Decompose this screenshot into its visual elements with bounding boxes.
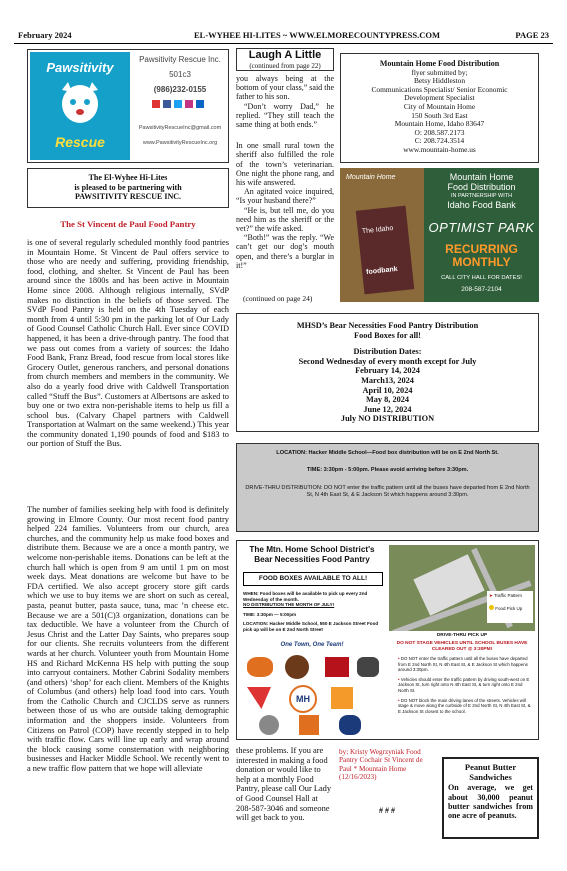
laugh-p1: you always being at the bottom of your class,” said the father to his son. [236, 74, 334, 102]
dog-cat-icon [58, 80, 102, 126]
city-hall-phone: 208-587-2104 [461, 286, 502, 293]
flyer-details [243, 591, 385, 633]
location-line: LOCATION: Hacker Middle School—Food box distribution will be on E 2nd North St. [276, 450, 499, 456]
bear-title-2: Food Boxes for all! [354, 330, 421, 340]
flyer-pickup-title: DRIVE-THRU PICK UP [436, 633, 488, 638]
rescue-email: PawsitivityRescueInc@gmail.com [138, 125, 222, 131]
monthly-text: MONTHLY [452, 255, 511, 269]
flyer-when: WHEN: Food boxes will be available to pick up every 2nd Wednesday of the month. [243, 591, 368, 602]
pawsitivity-logo [30, 52, 130, 160]
w-logo [331, 687, 353, 709]
facebook-icon [163, 100, 171, 108]
article-end-mark: # # # [379, 806, 395, 815]
flyer-location: LOCATION: Hacker Middle School, 550 E Jackson Street Food pick up will be on E 2nd North Street [243, 621, 379, 632]
n-logo [247, 687, 271, 709]
date-3: April 10, 2024 [362, 385, 413, 395]
flyer-motto: One Town, One Team! [280, 642, 344, 648]
mhfd-line-5: City of Mountain Home [403, 101, 476, 111]
mhfd-credit-box [340, 53, 539, 163]
issue-date: February 2024 [18, 30, 72, 40]
flyer-warning: DO NOT STAGE VEHICLES UNTIL SCHOOL BUSES HAVE CLEARED OUT @ 3:30PM! [396, 641, 528, 652]
article-byline: by; Kristy Wegrzyniak Food Pantry Cochair St Vincent de Paul * Mountain Home (12/16/2023) [339, 748, 423, 782]
peanut-butter-box [442, 757, 539, 839]
laugh-content [236, 74, 334, 270]
mhfd-line-3: Communications Specialist/ Senior Economic [371, 84, 508, 94]
bag-text-2: foodbank [365, 265, 398, 277]
article-paragraph-2: The number of families seeking help with food is definitely growing in Elmore County. Our most recent food pantry helped 224 families. Volunteers from our church, area churches, and the community help us make food boxes and distribute them. Because we are a once a month pantry, we welcome non-perishable items. Donations can be left at the church hall which is open from 9 am until 1 pm on most week days. Meat donations are welcome but have to be FDA certified. We also accept grocery store gift cards which we use to buy items we are short on such as cereal, pasta, peanut butter, pasta sauce, tuna, mac ’n cheese etc. Because we are a 501(C)3 organization, donations can be tax deductible. We have a volunteer from the Church of Jesus Christ and the Latter Day Saints, who prepares soup for our clients. She recruits volunteers from the different wards at her church. Volunteer youth from Mountain Home HS and Richard McKenna HS help with putting the soup into carryout containers. Mother Cabrini Sodality members (and others) ‘shop’ for each client. Members of the Knights of Columbus (and others) help load food into cars. Youth from the Catholic Church and CJCLDS serve as runners between those of us who are outside taking demographic information and the shoppers inside. Volunteers from Citizens on Patrol (COP) have recently stepped in to help with traffic flow. Cars will line up early and wrap around the block causing some consternation with neighboring businesses and Hacker Middle School. We recently went to a new traffic flow pattern that we hope will alleviate [27, 505, 229, 774]
laugh-p3: In one small rural town the sheriff also fulfilled the role of the town’s veterinarian. One night the phone rang, and his wife answered. [236, 141, 334, 188]
article-paragraph-1: is one of several regularly scheduled monthly food pantries in Mountain Home. St Vincent de Paul offers service to those who are needy and suffering, providing friendship, food, clothing, and shelter. St Vincent de Paul has been around since the 1800s and has been active in Mountain Home since 2008. Although religious internally, SVdP makes no distinction in the beliefs of those served. The SVdP Food Pantry is held on the 4th Tuesday of each month from 4 until 5:30 pm in the parking lot of Our Lady of Good Counsel Catholic Church Hall. Ever since COVID happened, it has been a drive-through pantry. The food that we pass out comes from a variety of sources: the Idaho Food Bank, Franz Bread, food rescue from local stores like Grocery Outlet, generous ranchers, and personal donations from church members and members in the community. We also do a yearly food drive with Caldwell Transportation called “Stuff the Bus”. Customers at Albertsons are asked to buy one or two extra non-perishable items to help us fill a school bus. (Calvary Chapel partners with Caldwell Transportation at Walmart on the same weekend.) This year the community donated 1,190 pounds of food and $183 to our portion of Stuff the Bus. [27, 238, 229, 449]
drive-thru-line: DRIVE-THRU DISTRIBUTION: DO NOT enter the traffic pattern until all the buses have departed from E 2nd North St, N 4th East St, & E Jackson St which happens around 3:30pm. [245, 484, 530, 499]
tiger-logo [247, 657, 273, 677]
date-6: July NO DISTRIBUTION [340, 414, 435, 424]
bag-text-1: The Idaho [361, 225, 394, 236]
wolf-logo [259, 715, 279, 735]
flyer-bullet-3: • DO NOT block the main driving lanes of the streets. Vehicles will stage & move along the curbside of E 2nd North St, N 4th East St, & E Jackson St closest to the school. [398, 697, 531, 714]
partner-line-1: The El-Wyhee Hi-Lites [88, 173, 168, 182]
laugh-title: Laugh A Little [248, 49, 322, 61]
partner-line-2: is pleased to be partnering with [74, 182, 182, 192]
logo-bottom-text: Rescue [55, 134, 105, 150]
laugh-p5: “He is, but tell me, do you need him as the sheriff or the vet?” the wife asked. [236, 205, 334, 234]
legend-traffic: Traffic Pattern [493, 593, 522, 598]
pb-title-1: Peanut Butter [464, 762, 517, 772]
flyer-title [237, 545, 387, 564]
flyer-time: TIME: 3:30pm — 5:00pm [243, 611, 297, 617]
recurring-text: RECURRING [445, 242, 518, 256]
laugh-header [236, 48, 334, 71]
youtube-icon [152, 100, 160, 108]
linkedin-icon [196, 100, 204, 108]
optimist-park-title: OPTIMIST PARK [428, 220, 535, 235]
flyer-title-2: Bear Necessities Food Pantry [254, 554, 370, 564]
bear-dates-box [236, 313, 539, 432]
bear-logo [285, 655, 309, 679]
bag-shape [356, 206, 415, 295]
mhfd-line-1: flyer submitted by; [411, 67, 468, 77]
location-box [236, 443, 539, 532]
page-number: PAGE 23 [515, 30, 549, 40]
mhfd-line-10: www.mountain-home.us [403, 144, 476, 154]
city-brand: Mountain Home [346, 174, 396, 181]
rescue-name: Pawsitivity Rescue Inc. [139, 55, 221, 64]
mhfd-title: Mountain Home Food Distribution [379, 59, 500, 68]
rescue-phone: (986)232-0155 [153, 85, 207, 94]
logo-top-text: Pawsitivity [46, 60, 114, 75]
mh-logo: MH [289, 685, 317, 713]
publication-line: EL-WYHEE HI-LITES ~ WWW.ELMORECOUNTYPRESS.COM [194, 30, 441, 40]
eagle-logo [339, 715, 361, 735]
cougar-logo [325, 657, 349, 677]
legend-pickup: Food Pick Up [495, 606, 523, 611]
bear-title-1: MHSD’s Bear Necessities Food Pantry Distribution [296, 321, 479, 330]
flyer-bullet-1: • DO NOT enter the traffic pattern until all the buses have departed from E 2nd North St, N 4th East St, & E Jackson St which happens around 3:30pm. [398, 656, 528, 673]
mascot-logo [357, 657, 379, 677]
mhfd-line-2: Betsy Hiddleston [413, 76, 466, 86]
laugh-continued-from: (continued from page 22) [249, 62, 321, 70]
page-header [14, 26, 553, 44]
mhfd-line-8: O: 208.587.2173 [414, 127, 465, 137]
flyer-bullet-2: • Vehicles should enter the traffic pattern by driving south-west on E Jackson St, turn right onto N 4th East St, & turn right onto E 2nd North St. [398, 676, 530, 693]
call-city-hall: CALL CITY HALL FOR DATES! [441, 275, 522, 281]
distribution-title: Distribution Dates: [353, 347, 422, 357]
laugh-continued-to: (continued on page 24) [243, 294, 313, 303]
optimist-park-ad [340, 168, 539, 302]
laugh-p4: An agitated voice inquired, “Is your husband there?” [236, 187, 334, 206]
partner-box [27, 168, 229, 208]
date-4: May 8, 2024 [365, 395, 410, 405]
rescue-type: 501c3 [169, 70, 191, 79]
laugh-p2: “Don’t worry Dad,” he replied. “They still teach the same thing at both ends.” [236, 101, 334, 130]
social-icons [152, 100, 212, 110]
optimist-heading [424, 172, 539, 210]
school-logos [241, 653, 385, 737]
flyer-bullets [393, 656, 533, 714]
pb-text: On average, we get about 30,000 peanut butter sandwiches from one acre of peanuts. [448, 783, 533, 821]
mhfd-line-4: Development Specialist [404, 93, 475, 103]
date-2: March13, 2024 [361, 375, 414, 385]
recurring-monthly [424, 243, 539, 269]
partner-line-3: PAWSITIVITY RESCUE INC. [74, 192, 182, 201]
flyer-title-1: The Mtn. Home School District's [249, 545, 375, 554]
instagram-icon [185, 100, 193, 108]
article-paragraph-3: these problems. If you are interested in making a food donation or would like to help at a monthly Food Pantry, please call Our Lady of Good Counsel Hall at 208-587-3046 and someone will get back to you. [236, 746, 332, 823]
date-5: June 12, 2024 [363, 404, 412, 414]
mhfd-line-9: C: 208.724.3514 [414, 136, 465, 146]
distribution-subtitle: Second Wednesday of every month except for July [298, 356, 477, 366]
e-logo [299, 715, 319, 735]
flyer-no-july: NO DISTRIBUTION THE MONTH OF JULY! [243, 602, 335, 608]
pb-title-2: Sandwiches [469, 771, 512, 782]
food-bag-image [340, 168, 424, 302]
mhfd-line-7: Mountain Home, Idaho 83647 [394, 119, 485, 129]
laugh-p6: “Both!” was the reply. “We can’t get our dog’s mouth open, and there’s a burglar in it!” [236, 233, 334, 270]
aerial-map [389, 545, 535, 631]
time-line: TIME: 3:30pm - 5:00pm. Please avoid arriving before 3:30pm. [306, 467, 469, 474]
pawsitivity-ad [27, 49, 229, 163]
optimist-partner-label: IN PARTNERSHIP WITH [450, 193, 513, 199]
article-title: The St Vincent de Paul Food Pantry [60, 219, 196, 229]
mhfd-line-6: 150 South 3rd East [411, 110, 468, 120]
map-legend: ➤ Traffic Pattern Food Pick Up [487, 591, 533, 623]
date-1: February 14, 2024 [355, 366, 420, 376]
twitter-icon [174, 100, 182, 108]
rescue-website: www.PawsitivityRescueInc.org [142, 140, 218, 146]
optimist-heading-1: Mountain Home [449, 172, 514, 182]
optimist-heading-2: Food Distribution [447, 182, 516, 192]
flyer-available: FOOD BOXES AVAILABLE TO ALL! [243, 572, 383, 586]
optimist-partner-name: Idaho Food Bank [447, 200, 516, 210]
school-flyer [236, 540, 539, 740]
